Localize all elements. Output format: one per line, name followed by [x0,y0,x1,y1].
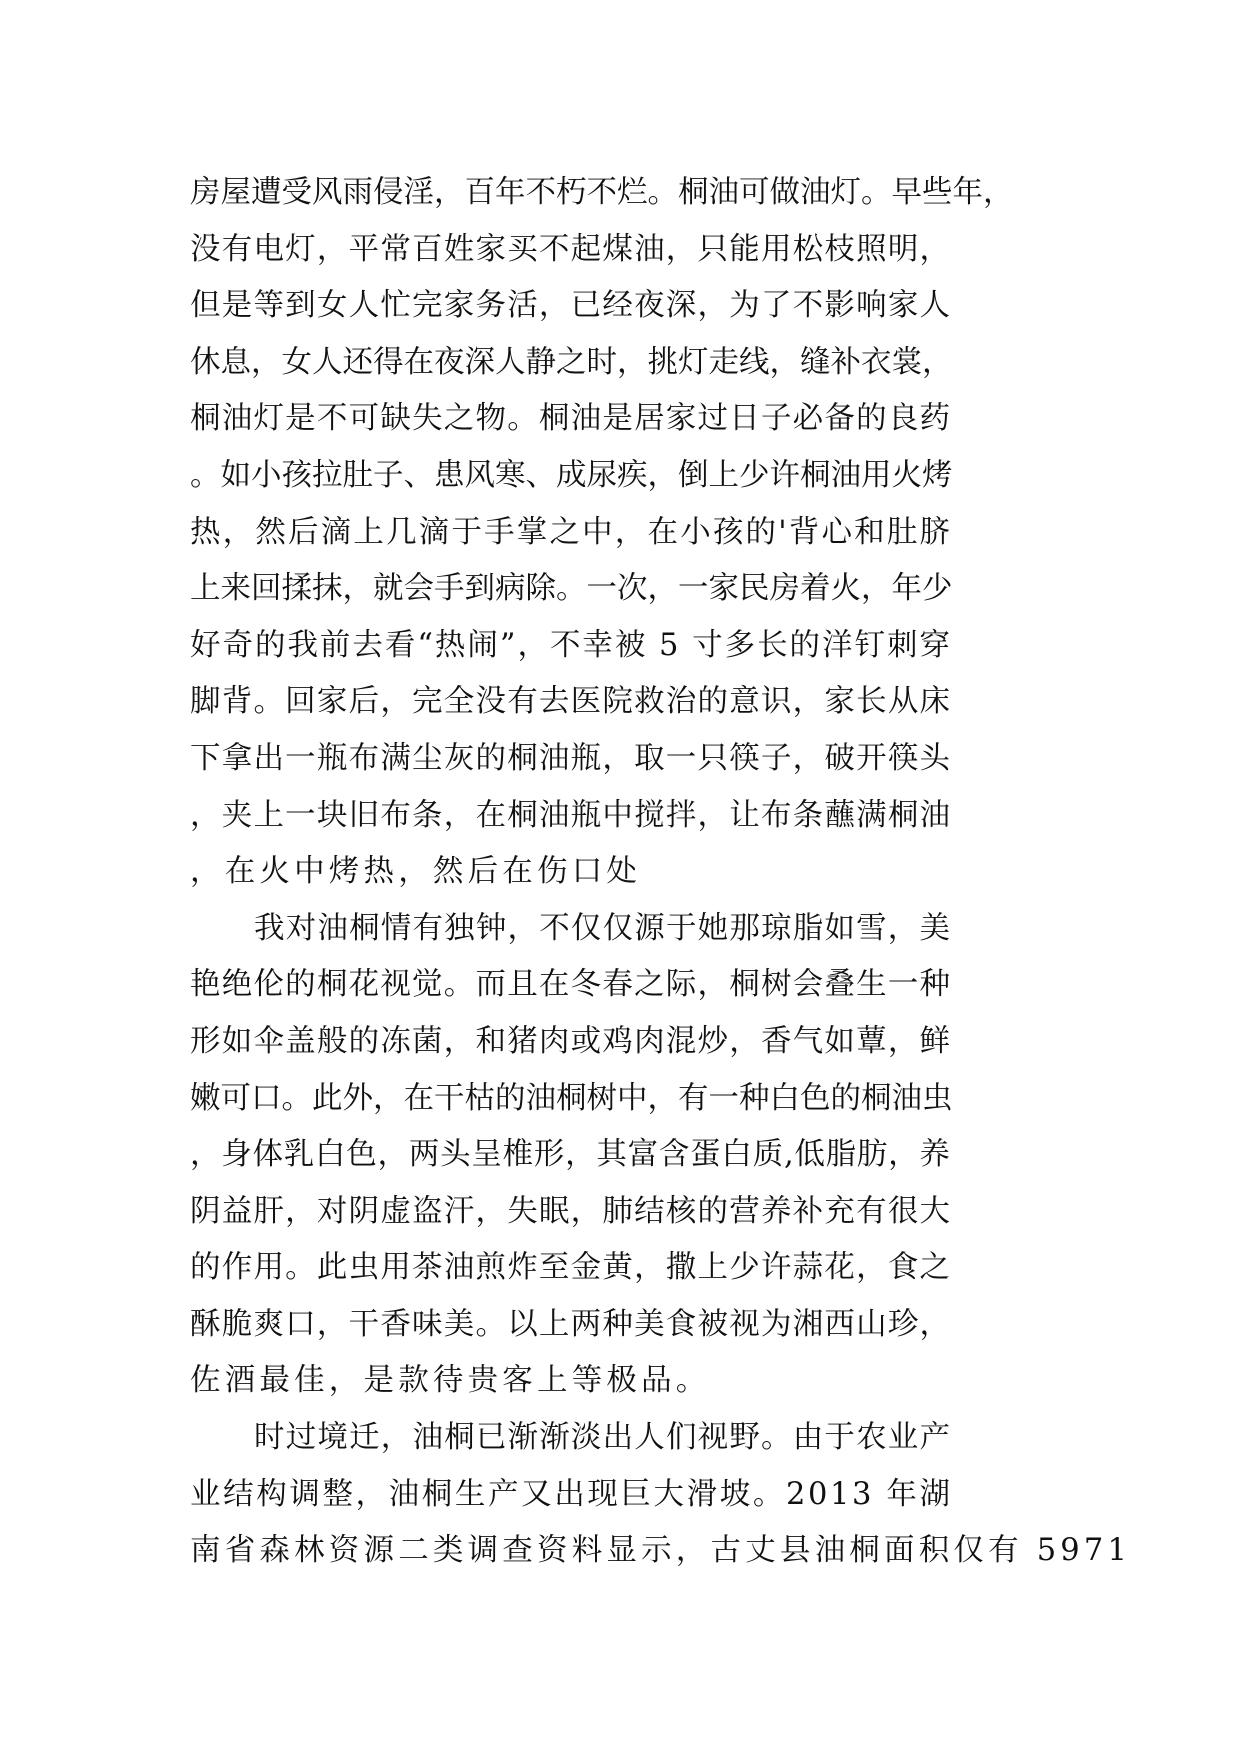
text-line: 。如小孩拉肚子、患风寒、成尿疾，倒上少许桐油用火烤 [190,457,953,493]
text-line: 南省森林资源二类调查资料显示，古丈县油桐面积仅有 5971 [190,1533,1132,1569]
text-line: 阴益肝，对阴虚盗汗，失眠，肺结核的营养补充有很大 [190,1193,952,1229]
text-line: 没有电灯，平常百姓家买不起煤油，只能用松枝照明， [190,231,952,267]
text-line: 休息，女人还得在夜深人静之时，挑灯走线，缝补衣裳， [190,344,953,380]
text-line: 佐酒最佳，是款待贵客上等极品。 [190,1363,711,1399]
text-line: 下拿出一瓶布满尘灰的桐油瓶，取一只筷子，破开筷头 [190,740,952,776]
text-line: 好奇的我前去看“热闹”，不幸被 5 寸多长的洋钉刺穿 [190,627,952,663]
body-text [190,165,1132,1580]
paragraph [190,1410,1132,1580]
text-line: 的作用。此虫用茶油煎炸至金黄，撒上少许蒜花，食之 [190,1250,952,1286]
text-line: ，身体乳白色，两头呈椎形，其富含蛋白质,低脂肪，养 [190,1137,951,1173]
text-line: 业结构调整，油桐生产又出现巨大滑坡。2013 年湖 [190,1476,953,1512]
text-line: 房屋遭受风雨侵淫，百年不朽不烂。桐油可做油灯。早些年， [190,175,1014,210]
text-line: 桐油灯是不可缺失之物。桐油是居家过日子必备的良药 [190,401,952,437]
text-line: 时过境迁，油桐已渐渐淡出人们视野。由于农业产 [254,1420,952,1456]
text-line: 脚背。回家后，完全没有去医院救治的意识，家长从床 [190,684,952,720]
text-line: 酥脆爽口，干香味美。以上两种美食被视为湘西山珍， [190,1306,952,1342]
text-line: ，在火中烤热，然后在伤口处 [190,854,642,890]
text-line: 热，然后滴上几滴于手掌之中，在小孩的'背心和肚脐 [190,514,953,550]
text-line: 我对油桐情有独钟，不仅仅源于她那琼脂如雪，美 [254,910,952,946]
paragraph [190,165,1050,901]
text-line: 上来回揉抹，就会手到病除。一次，一家民房着火，年少 [190,571,953,607]
paragraph [190,901,1050,1410]
text-line: 嫩可口。此外，在干枯的油桐树中，有一种白色的桐油虫 [190,1080,953,1116]
text-line: 形如伞盖般的冻菌，和猪肉或鸡肉混炒，香气如蕈，鲜 [190,1023,952,1059]
text-line: 但是等到女人忙完家务活，已经夜深，为了不影响家人 [190,288,952,324]
text-line: ，夹上一块旧布条，在桐油瓶中搅拌，让布条蘸满桐油 [190,797,952,833]
text-line: 艳绝伦的桐花视觉。而且在冬春之际，桐树会叠生一种 [190,967,952,1003]
